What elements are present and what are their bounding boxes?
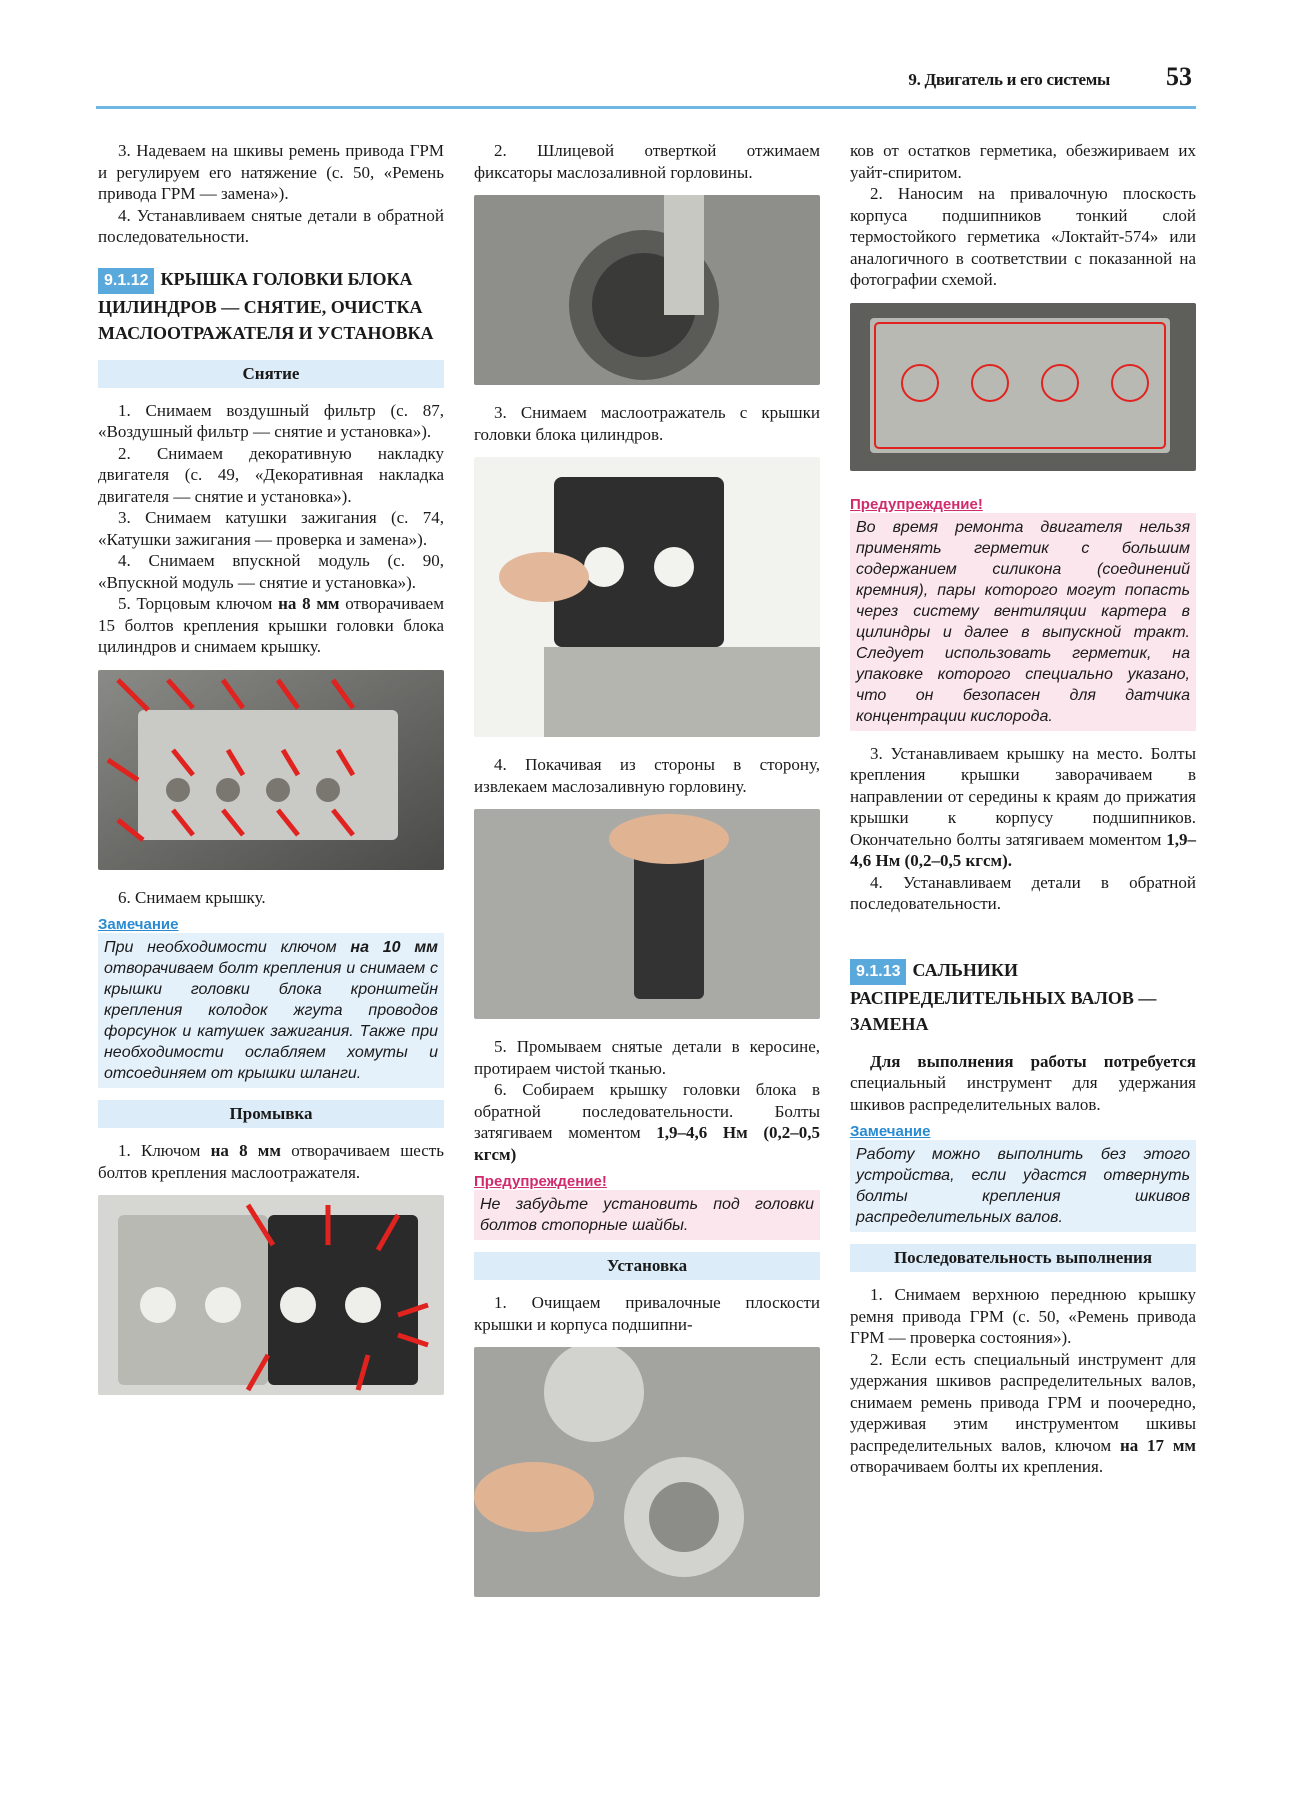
warning-heading: Предупреждение!: [850, 495, 983, 513]
step: 1. Снимаем верхнюю переднюю крышку ремня привода ГРМ (с. 50, «Ремень привода ГРМ — проверка состояния»).: [850, 1285, 1196, 1347]
warning-box: Во время ремонта двигателя нельзя применять герметик с большим содержанием силикона (соединений кремния), пары которого могут попасть через систему вентиляции картера в цилиндры и далее в выпускной тракт. Следует использовать герметик, на упаковке которого специально указано, что он безопасен для датчика концентрации кислорода.: [850, 513, 1196, 731]
oil-deflector-photo: [98, 1195, 444, 1395]
note-heading: Замечание: [98, 916, 179, 933]
section-number: 9.1.13: [850, 959, 906, 985]
paragraph: 4. Устанавливаем снятые детали в обратной последовательности.: [98, 205, 444, 246]
warning-box: Не забудьте установить под головки болтов стопорные шайбы.: [474, 1190, 820, 1240]
step: 3. Устанавливаем крышку на место. Болты крепления крышки заворачиваем в направлении от середины к краям до прижатия крышки к корпусу подшипников. Окончательно болты затягиваем моментом 1,9–4,6 Нм (0,2–0,5 кгсм).: [850, 743, 1196, 870]
step: 3. Снимаем маслоотражатель с крышки головки блока цилиндров.: [474, 403, 820, 444]
chapter-title: 9. Двигатель и его системы: [908, 70, 1110, 89]
sealant-scheme-photo: [850, 303, 1196, 471]
engine-cover-bolts-photo: [98, 670, 444, 870]
step: 3. Снимаем катушки зажигания (с. 74, «Катушки зажигания — проверка и замена»).: [98, 508, 444, 549]
section-title: САЛЬНИКИ РАСПРЕДЕЛИТЕЛЬНЫХ ВАЛОВ — ЗАМЕНА: [850, 959, 1157, 1034]
note-box: При необходимости ключом на 10 мм отворачиваем болт крепления и снимаем с крышки головки блока кронштейн крепления колодок жгута проводов форсунок и катушек зажигания. Также при необходимости ослабляем хомуты и отсоединяем от крышки шланги.: [98, 933, 444, 1088]
step: 1. Очищаем привалочные плоскости крышки и корпуса подшипни-: [474, 1293, 820, 1334]
page-header: [96, 64, 1196, 109]
subsection-bar-install: Установка: [474, 1252, 820, 1280]
oil-deflector-removal-photo: [474, 457, 820, 737]
step: 1. Снимаем воздушный фильтр (с. 87, «Воздушный фильтр — снятие и установка»).: [98, 400, 444, 441]
step: 5. Промываем снятые детали в керосине, протираем чистой тканью.: [474, 1037, 820, 1078]
page-number: 53: [1166, 62, 1192, 91]
step: 1. Ключом на 8 мм отворачиваем шесть болтов крепления маслоотражателя.: [98, 1141, 444, 1182]
step: 2. Наносим на привалочную плоскость корпуса подшипников тонкий слой термостойкого герметика «Локтайт-574» или аналогичного в соответствии с показанной на фотографии схемой.: [850, 184, 1196, 289]
oil-neck-extraction-photo: [474, 809, 820, 1019]
step: 2. Шлицевой отверткой отжимаем фиксаторы маслозаливной горловины.: [474, 141, 820, 182]
surface-cleaning-photo: [474, 1347, 820, 1597]
step: 6. Снимаем крышку.: [118, 887, 266, 907]
paragraph: ков от остатков герметика, обезжириваем их уайт-спиритом.: [850, 141, 1196, 182]
note-heading: Замечание: [850, 1123, 931, 1140]
note-box: Работу можно выполнить без этого устройства, если удастся отвернуть болты крепления шкивов распределительных валов.: [850, 1140, 1196, 1232]
column-right: [850, 140, 1196, 1478]
warning-heading: Предупреждение!: [474, 1173, 607, 1190]
step: 6. Собираем крышку головки блока в обратной последовательности. Болты затягиваем моментом 1,9–4,6 Нм (0,2–0,5 кгсм): [474, 1080, 821, 1164]
section-heading: [850, 957, 1196, 1037]
step: 4. Покачивая из стороны в сторону, извлекаем маслозаливную горловину.: [474, 755, 820, 796]
oil-filler-neck-photo: [474, 195, 820, 385]
subsection-bar-sequence: Последовательность выполнения: [850, 1244, 1196, 1272]
section-title: КРЫШКА ГОЛОВКИ БЛОКА ЦИЛИНДРОВ — СНЯТИЕ, ОЧИСТКА МАСЛООТРАЖАТЕЛЯ И УСТАНОВКА: [98, 268, 434, 343]
step: 4. Устанавливаем детали в обратной последовательности.: [850, 872, 1196, 913]
subsection-bar-removal: Снятие: [98, 360, 444, 388]
column-left: [98, 140, 444, 1412]
column-middle: [474, 140, 820, 1614]
step: 5. Торцовым ключом на 8 мм отворачиваем 15 болтов крепления крышки головки блока цилиндров и снимаем крышку.: [98, 594, 444, 656]
paragraph: Для выполнения работы потребуется специальный инструмент для удержания шкивов распределительных валов.: [850, 1051, 1196, 1114]
step: 2. Снимаем декоративную накладку двигателя (с. 49, «Декоративная накладка двигателя — снятие и установка»).: [98, 443, 444, 506]
step: 4. Снимаем впускной модуль (с. 90, «Впускной модуль — снятие и установка»).: [98, 551, 444, 592]
section-number: 9.1.12: [98, 268, 154, 294]
step: 2. Если есть специальный инструмент для удержания шкивов распределительных валов, снимаем ремень привода ГРМ и поочередно, удерживая этим инструментом шкивы распределительных валов, ключом на 17 мм отворачиваем болты их крепления.: [850, 1349, 1196, 1476]
paragraph: 3. Надеваем на шкивы ремень привода ГРМ и регулируем его натяжение (с. 50, «Ремень привода ГРМ — замена»).: [98, 141, 444, 203]
subsection-bar-wash: Промывка: [98, 1100, 444, 1128]
section-heading: [98, 266, 444, 346]
